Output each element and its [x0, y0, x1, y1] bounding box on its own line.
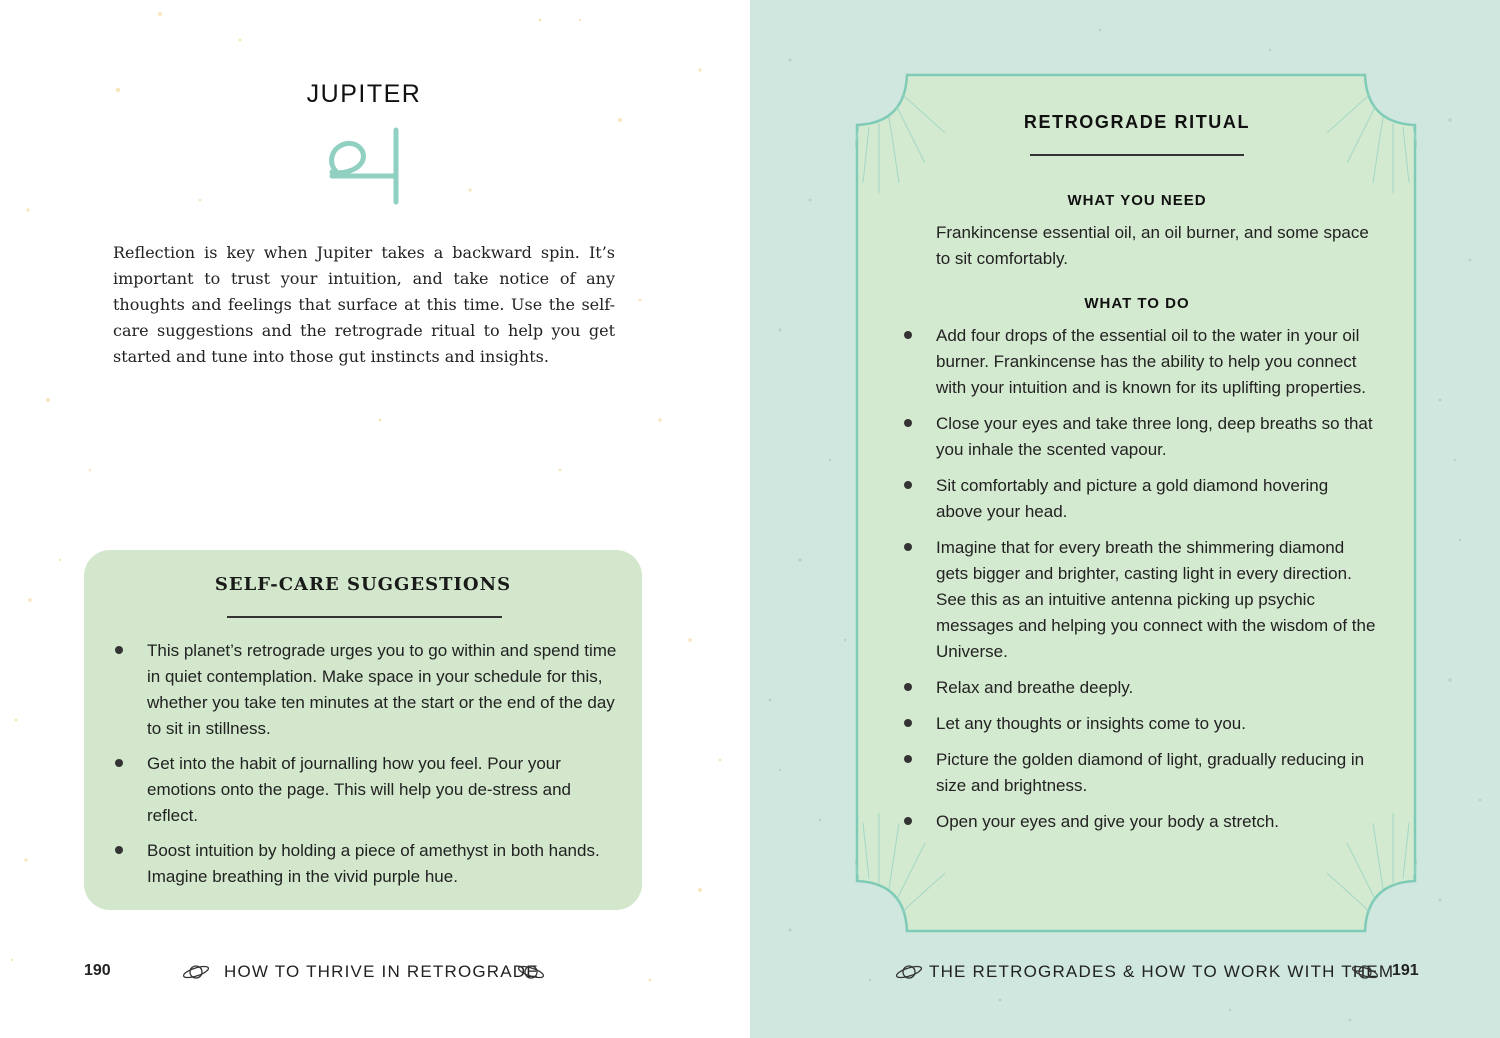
- need-text: Frankincense essential oil, an oil burner, and some space to sit comfortably.: [936, 223, 1369, 268]
- list-item: Let any thoughts or insights come to you.: [936, 711, 1376, 737]
- ritual-title: RETROGRADE RITUAL: [1023, 112, 1251, 132]
- planet-icon: [517, 962, 545, 982]
- bullet-icon: [115, 759, 123, 767]
- list-item: Open your eyes and give your body a stretch.: [936, 809, 1376, 835]
- planet-icon: [1351, 962, 1379, 982]
- planet-icon: [895, 962, 923, 982]
- bullet-icon: [115, 846, 123, 854]
- bullet-icon: [904, 755, 912, 763]
- list-item: Get into the habit of journalling how you feel. Pour your emotions onto the page. This will help you de-stress and reflect.: [147, 751, 622, 829]
- list-item: Add four drops of the essential oil to the water in your oil burner. Frankincense has the ability to help you connect with your intuition and is known for its uplifting properties.: [936, 323, 1376, 401]
- intro-paragraph: Reflection is key when Jupiter takes a backward spin. It’s important to trust your intuition, and take notice of any thoughts and feelings that surface at this time. Use the self-care suggestions and the retrograde ritual to help you get started and tune into those gut instincts and insights.: [113, 243, 615, 366]
- list-item: Close your eyes and take three long, deep breaths so that you inhale the scented vapour.: [936, 411, 1376, 463]
- planet-icon: [182, 962, 210, 982]
- self-care-title: SELF-CARE SUGGESTIONS: [214, 574, 512, 595]
- list-item: Boost intuition by holding a piece of amethyst in both hands. Imagine breathing in the vivid purple hue.: [147, 838, 622, 890]
- bullet-icon: [904, 817, 912, 825]
- list-item: Picture the golden diamond of light, gradually reducing in size and brightness.: [936, 747, 1376, 799]
- self-care-divider: [227, 616, 502, 618]
- list-item: Sit comfortably and picture a gold diamond hovering above your head.: [936, 473, 1376, 525]
- page-title: JUPITER: [306, 80, 422, 108]
- page-number-right: 191: [1392, 962, 1419, 979]
- self-care-list: [147, 638, 622, 899]
- bullet-icon: [904, 331, 912, 339]
- bullet-icon: [904, 719, 912, 727]
- jupiter-symbol-icon: [326, 126, 406, 208]
- page-number-left: 190: [84, 962, 111, 979]
- list-item: Relax and breathe deeply.: [936, 675, 1376, 701]
- bullet-icon: [904, 543, 912, 551]
- do-heading: WHAT TO DO: [1084, 295, 1190, 312]
- list-item: Imagine that for every breath the shimmering diamond gets bigger and brighter, casting light in every direction. See this as an intuitive antenna picking up psychic messages and helping you connect with the wisdom of the Universe.: [936, 535, 1376, 665]
- bullet-icon: [904, 481, 912, 489]
- list-item: This planet’s retrograde urges you to go within and spend time in quiet contemplation. Make space in your schedule for this, whether you take ten minutes at the start or the end of the day to sit in stillness.: [147, 638, 622, 742]
- running-head-right: THE RETROGRADES & HOW TO WORK WITH THEM: [929, 962, 1395, 981]
- need-heading: WHAT YOU NEED: [1067, 192, 1207, 209]
- ritual-steps-list: [936, 323, 1376, 845]
- bullet-icon: [115, 646, 123, 654]
- ritual-divider: [1030, 154, 1244, 156]
- bullet-icon: [904, 683, 912, 691]
- bullet-icon: [904, 419, 912, 427]
- running-head-left: HOW TO THRIVE IN RETROGRADE: [224, 962, 539, 981]
